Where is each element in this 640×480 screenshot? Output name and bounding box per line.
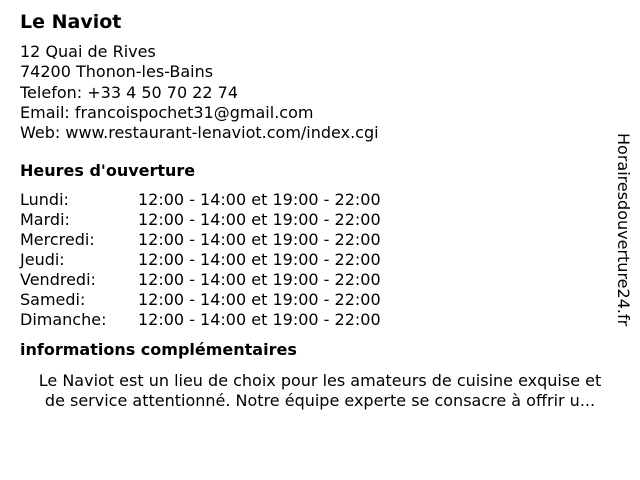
time-range: 12:00 - 14:00 et 19:00 - 22:00: [138, 310, 381, 330]
email-line: Email: francoispochet31@gmail.com: [20, 102, 314, 122]
opening-hours-table: [20, 190, 620, 330]
info-text-line: Le Naviot est un lieu de choix pour les amateurs de cuisine exquise et: [38, 371, 602, 391]
additional-info-heading: informations complémentaires: [20, 340, 297, 360]
info-text-line: de service attentionné. Notre équipe experte se consacre à offrir u...: [44, 391, 596, 411]
address-street: 12 Quai de Rives: [20, 42, 156, 61]
hours-row-saturday: [20, 290, 620, 310]
time-range: 12:00 - 14:00 et 19:00 - 22:00: [138, 250, 381, 270]
restaurant-name: Le Naviot: [20, 11, 122, 33]
day-label: Mercredi:: [20, 230, 95, 250]
phone-line: Telefon: +33 4 50 70 22 74: [20, 82, 239, 102]
time-range: 12:00 - 14:00 et 19:00 - 22:00: [138, 190, 381, 210]
website-line: Web: www.restaurant-lenaviot.com/index.cgi: [20, 123, 379, 143]
site-watermark: Horairesdouverture24.fr: [614, 133, 633, 327]
day-label: Vendredi:: [20, 270, 96, 290]
day-label: Samedi:: [20, 290, 86, 310]
hours-row-tuesday: [20, 210, 620, 230]
time-range: 12:00 - 14:00 et 19:00 - 22:00: [138, 210, 381, 230]
hours-row-thursday: [20, 250, 620, 270]
time-range: 12:00 - 14:00 et 19:00 - 22:00: [138, 230, 381, 250]
day-label: Jeudi:: [20, 250, 65, 270]
address-city: 74200 Thonon-les-Bains: [20, 62, 214, 82]
day-label: Lundi:: [20, 190, 69, 210]
opening-hours-heading: Heures d'ouverture: [20, 161, 196, 181]
hours-row-wednesday: [20, 230, 620, 250]
hours-row-friday: [20, 270, 620, 290]
day-label: Dimanche:: [20, 310, 107, 330]
hours-row-monday: [20, 190, 620, 210]
restaurant-card: [20, 8, 620, 411]
time-range: 12:00 - 14:00 et 19:00 - 22:00: [138, 290, 381, 310]
hours-row-sunday: [20, 310, 620, 330]
additional-info-text: [10, 371, 630, 411]
day-label: Mardi:: [20, 210, 70, 230]
contact-block: [20, 42, 620, 143]
time-range: 12:00 - 14:00 et 19:00 - 22:00: [138, 270, 381, 290]
